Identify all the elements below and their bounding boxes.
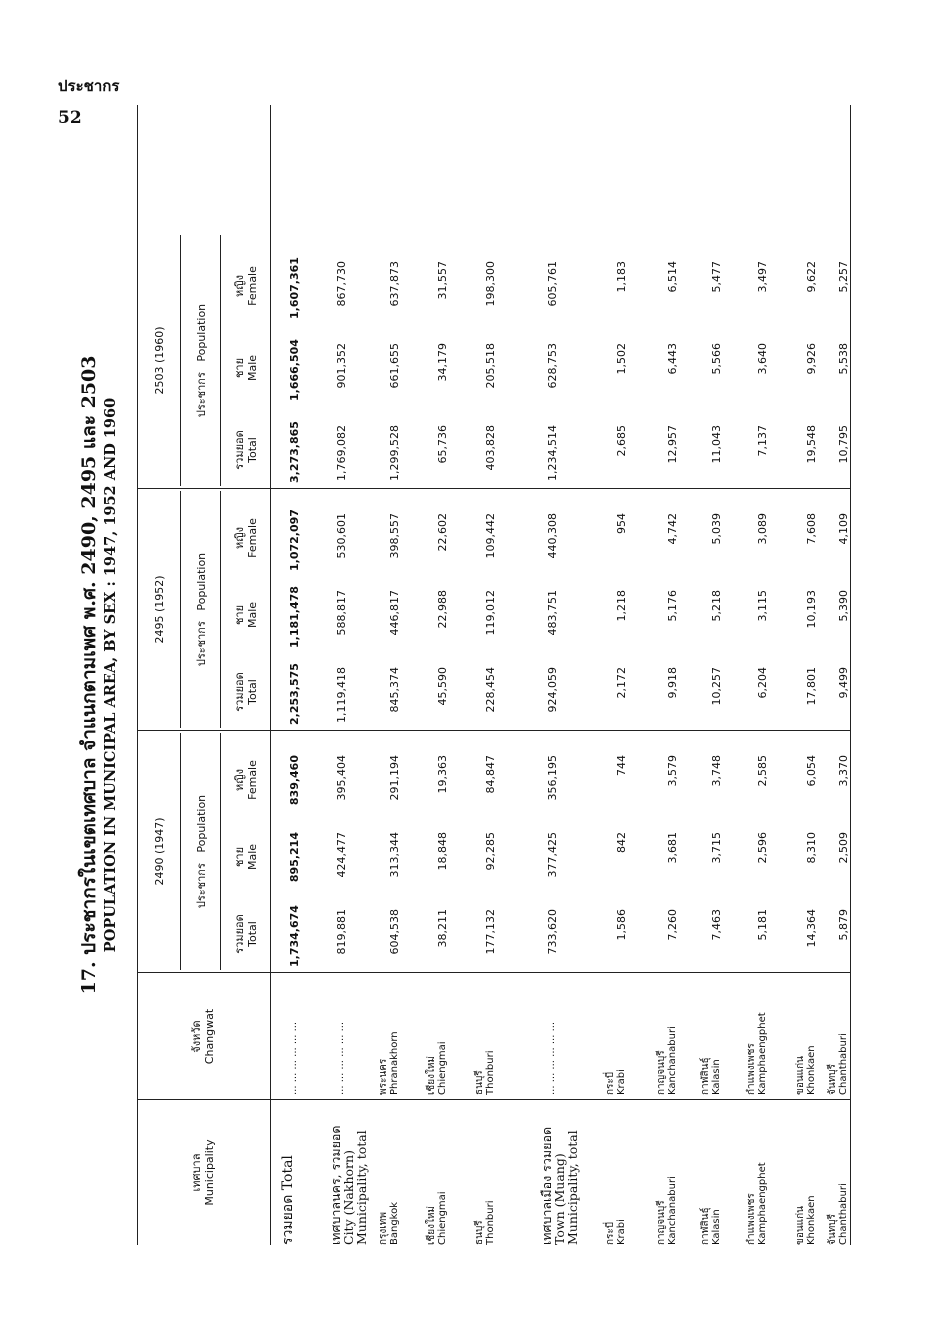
table-cell: 842 — [615, 832, 628, 853]
municipality-name — [426, 1100, 448, 1245]
table-cell: 744 — [615, 755, 628, 776]
population-english: Population — [195, 303, 208, 362]
table-cell: 7,463 — [710, 909, 723, 941]
municipality-name — [827, 1100, 849, 1245]
table-cell: 8,310 — [805, 832, 818, 864]
changwat-english: Chanthaburi — [838, 1033, 849, 1095]
table-cell: 5,390 — [837, 590, 850, 622]
table-cell: 2,253,575 — [288, 663, 301, 725]
table-cell: 22,602 — [436, 513, 449, 552]
municipality-english: City (Nakhorn) Municipality, total — [341, 1130, 369, 1245]
sub-header-total — [233, 413, 259, 487]
table-cell: 2,685 — [615, 425, 628, 457]
sub-header-male — [233, 578, 259, 652]
table-cell: 3,115 — [756, 590, 769, 622]
municipality-name — [329, 1100, 368, 1245]
sub-header-thai: หญิง — [233, 275, 246, 297]
pop-rule-1947 — [220, 733, 221, 970]
municipality-name — [700, 1100, 722, 1245]
table-cell: 3,748 — [710, 755, 723, 787]
changwat-english: Krabi — [616, 1069, 627, 1095]
table-cell: 65,736 — [436, 425, 449, 464]
municipality-thai: รวมยอด Total — [280, 1155, 296, 1245]
table-cell: 109,442 — [484, 513, 497, 559]
municipality-name — [605, 1100, 627, 1245]
table-cell: 6,514 — [666, 261, 679, 293]
table-cell: 9,622 — [805, 261, 818, 293]
table-cell: 5,218 — [710, 590, 723, 622]
table-cell: 7,260 — [666, 909, 679, 941]
table-cell: 5,039 — [710, 513, 723, 545]
table-cell: 119,012 — [484, 590, 497, 636]
changwat-name — [700, 973, 722, 1095]
sub-header-english: Female — [246, 266, 259, 306]
population-header — [195, 733, 208, 970]
table-cell: 31,557 — [436, 261, 449, 300]
changwat-thai: จันทบุรี — [827, 1063, 838, 1095]
changwat-name — [474, 973, 496, 1095]
table-cell: 901,352 — [335, 343, 348, 389]
table-cell: 177,132 — [484, 909, 497, 955]
sub-header-english: Male — [246, 601, 259, 629]
table-cell: 5,477 — [710, 261, 723, 293]
table-cell: 228,454 — [484, 667, 497, 713]
table-cell: 38,211 — [436, 909, 449, 948]
table-cell: 661,655 — [388, 343, 401, 389]
header-thai: จังหวัด — [190, 1020, 203, 1053]
table-cell: 2,585 — [756, 755, 769, 787]
table-cell: 19,363 — [436, 755, 449, 794]
table-cell: 1,502 — [615, 343, 628, 375]
table-cell: 18,848 — [436, 832, 449, 871]
table-cell: 9,918 — [666, 667, 679, 699]
municipality-english: Kalasin — [711, 1209, 722, 1245]
municipality-english: Bangkok — [389, 1201, 400, 1245]
changwat-name — [656, 973, 678, 1095]
table-cell: 3,273,865 — [288, 421, 301, 483]
municipality-thai: กาฬสินธุ์ — [700, 1207, 711, 1245]
table-cell: 588,817 — [335, 590, 348, 636]
municipality-english: Chiengmai — [437, 1191, 448, 1245]
sub-header-male — [233, 820, 259, 894]
municipality-thai: จันทบุรี — [827, 1213, 838, 1245]
changwat-thai: กาฬสินธุ์ — [700, 1057, 711, 1095]
header-top-rule — [137, 105, 138, 1245]
table-cell: 483,751 — [546, 590, 559, 636]
sub-header-thai: รวมยอด — [233, 672, 246, 712]
municipality-name — [795, 1100, 817, 1245]
changwat-name — [746, 973, 768, 1095]
table-cell: 3,497 — [756, 261, 769, 293]
table-cell: 446,817 — [388, 590, 401, 636]
table-bottom-rule — [850, 105, 851, 1245]
table-cell: 3,681 — [666, 832, 679, 864]
table-cell: 398,557 — [388, 513, 401, 559]
municipality-english: Thonburi — [485, 1200, 496, 1245]
table-cell: 1,666,504 — [288, 339, 301, 401]
table-cell: 19,548 — [805, 425, 818, 464]
table-cell: 440,308 — [546, 513, 559, 559]
sub-header-thai: ชาย — [233, 357, 246, 379]
table-cell: 22,988 — [436, 590, 449, 629]
sub-header-english: Total — [246, 679, 259, 705]
table-cell: 6,054 — [805, 755, 818, 787]
municipality-english: Town (Muang) Municipality, total — [552, 1130, 580, 1245]
table-cell: 2,509 — [837, 832, 850, 864]
table-title-thai: 17. ประชากรในเขตเทศบาล จำแนกตามเพศ พ.ศ. 2490, 2495 และ 2503 — [78, 355, 100, 995]
table-cell: 604,538 — [388, 909, 401, 955]
leader-dots: ... ... ... ... ... ... — [546, 1021, 557, 1095]
running-header-title: ประชากร — [58, 77, 120, 95]
municipality-thai: กำแพงเพชร — [746, 1193, 757, 1245]
sub-header-thai: หญิง — [233, 769, 246, 791]
municipality-english: Chanthaburi — [838, 1183, 849, 1245]
sub-header-english: Total — [246, 437, 259, 463]
changwat-thai: เชียงใหม่ — [426, 1055, 437, 1095]
sub-header-english: Male — [246, 843, 259, 871]
year-header-1952: 2495 (1952) — [153, 575, 166, 644]
table-cell: 2,172 — [615, 667, 628, 699]
table-cell: 424,477 — [335, 832, 348, 878]
sub-header-thai: รวมยอด — [233, 430, 246, 470]
table-cell: 7,608 — [805, 513, 818, 545]
table-cell: 530,601 — [335, 513, 348, 559]
municipality-english: Kamphaengphet — [757, 1162, 768, 1245]
header-english: Changwat — [203, 1008, 216, 1065]
municipality-name — [474, 1100, 496, 1245]
sub-header-english: Total — [246, 921, 259, 947]
municipality-thai: กรุงเทพ — [378, 1212, 389, 1245]
col-divider — [137, 730, 850, 731]
table-cell: 845,374 — [388, 667, 401, 713]
table-cell: 2,596 — [756, 832, 769, 864]
changwat-name — [605, 973, 627, 1095]
municipality-thai: กระบี่ — [605, 1221, 616, 1245]
sub-header-female — [233, 501, 259, 575]
sub-header-female — [233, 743, 259, 817]
changwat-english: Kalasin — [711, 1059, 722, 1095]
changwat-english: Kamphaengphet — [757, 1012, 768, 1095]
header-english: Municipality — [203, 1139, 216, 1206]
sub-header-total — [233, 655, 259, 729]
changwat-thai: กาญจนบุรี — [656, 1050, 667, 1095]
changwat-english: Kanchanaburi — [667, 1026, 678, 1095]
year-rule-1947 — [180, 733, 181, 970]
table-cell: 637,873 — [388, 261, 401, 307]
changwat-english: Khonkaen — [806, 1045, 817, 1095]
table-cell: 1,072,097 — [288, 509, 301, 571]
table-cell: 1,183 — [615, 261, 628, 293]
table-cell: 895,214 — [288, 832, 301, 883]
municipality-thai: ขอนแก่น — [795, 1205, 806, 1245]
table-cell: 1,734,674 — [288, 905, 301, 967]
municipality-thai: เชียงใหม่ — [426, 1205, 437, 1245]
changwat-name — [426, 973, 448, 1095]
population-header — [195, 235, 208, 486]
year-header-1960: 2503 (1960) — [153, 326, 166, 395]
table-cell: 1,607,361 — [288, 257, 301, 319]
sub-header-thai: ชาย — [233, 604, 246, 626]
table-cell: 5,879 — [837, 909, 850, 941]
table-cell: 377,425 — [546, 832, 559, 878]
table-cell: 3,640 — [756, 343, 769, 375]
year-rule-1952 — [180, 491, 181, 728]
table-cell: 1,769,082 — [335, 425, 348, 481]
table-cell: 291,194 — [388, 755, 401, 801]
pop-rule-1952 — [220, 491, 221, 728]
table-cell: 395,404 — [335, 755, 348, 801]
sub-header-english: Male — [246, 354, 259, 382]
table-cell: 733,620 — [546, 909, 559, 955]
table-cell: 356,195 — [546, 755, 559, 801]
sub-header-thai: หญิง — [233, 527, 246, 549]
municipality-thai: ธนบุรี — [474, 1220, 485, 1245]
table-cell: 819,881 — [335, 909, 348, 955]
table-cell: 92,285 — [484, 832, 497, 871]
table-cell: 84,847 — [484, 755, 497, 794]
table-cell: 3,715 — [710, 832, 723, 864]
changwat-thai: ธนบุรี — [474, 1070, 485, 1095]
table-cell: 839,460 — [288, 755, 301, 806]
header-thai: เทศบาล — [190, 1153, 203, 1192]
table-title-english: POPULATION IN MUNICIPAL AREA, BY SEX : 1947, 1952 AND 1960 — [102, 397, 119, 953]
table-cell: 3,089 — [756, 513, 769, 545]
table-cell: 403,828 — [484, 425, 497, 471]
municipality-english: Kanchanaburi — [667, 1176, 678, 1245]
col-divider — [137, 488, 850, 489]
changwat-name — [827, 973, 849, 1095]
header-bottom-rule — [270, 105, 271, 1245]
changwat-thai: กระบี่ — [605, 1071, 616, 1095]
municipality-name — [378, 1100, 400, 1245]
rotated-table-page — [70, 105, 870, 1245]
population-english: Population — [195, 552, 208, 611]
municipality-thai: กาญจนบุรี — [656, 1200, 667, 1245]
table-cell: 313,344 — [388, 832, 401, 878]
pop-rule-1960 — [220, 235, 221, 486]
table-cell: 6,443 — [666, 343, 679, 375]
table-cell: 5,538 — [837, 343, 850, 375]
sub-header-english: Female — [246, 760, 259, 800]
table-cell: 6,204 — [756, 667, 769, 699]
table-cell: 3,579 — [666, 755, 679, 787]
col-header-changwat — [190, 973, 216, 1100]
municipality-english: Khonkaen — [806, 1195, 817, 1245]
population-thai: ประชากร — [195, 621, 208, 667]
municipality-english: Krabi — [616, 1219, 627, 1245]
sub-header-total — [233, 897, 259, 971]
table-cell: 9,499 — [837, 667, 850, 699]
table-cell: 5,181 — [756, 909, 769, 941]
table-cell: 4,742 — [666, 513, 679, 545]
table-cell: 205,518 — [484, 343, 497, 389]
sub-header-thai: รวมยอด — [233, 914, 246, 954]
table-cell: 34,179 — [436, 343, 449, 382]
sub-header-female — [233, 249, 259, 323]
table-cell: 1,218 — [615, 590, 628, 622]
table-cell: 14,364 — [805, 909, 818, 948]
table-cell: 10,193 — [805, 590, 818, 629]
sub-header-english: Female — [246, 518, 259, 558]
municipality-name — [540, 1100, 579, 1245]
table-cell: 1,119,418 — [335, 667, 348, 723]
municipality-name — [282, 1100, 295, 1245]
table-cell: 628,753 — [546, 343, 559, 389]
population-header — [195, 491, 208, 728]
changwat-english: Phranakhorn — [389, 1031, 400, 1095]
year-rule-1960 — [180, 235, 181, 486]
table-cell: 5,566 — [710, 343, 723, 375]
table-cell: 12,957 — [666, 425, 679, 464]
municipality-name — [746, 1100, 768, 1245]
changwat-name — [795, 973, 817, 1095]
table-cell: 7,137 — [756, 425, 769, 457]
table-cell: 9,926 — [805, 343, 818, 375]
changwat-thai: ขอนแก่น — [795, 1055, 806, 1095]
table-cell: 954 — [615, 513, 628, 534]
table-cell: 198,300 — [484, 261, 497, 307]
table-cell: 1,299,528 — [388, 425, 401, 481]
year-header-1947: 2490 (1947) — [153, 817, 166, 886]
col-header-municipality — [190, 1100, 216, 1245]
sub-header-thai: ชาย — [233, 846, 246, 868]
table-cell: 3,370 — [837, 755, 850, 787]
table-cell: 867,730 — [335, 261, 348, 307]
sub-header-male — [233, 331, 259, 405]
changwat-english: Chiengmai — [437, 1041, 448, 1095]
municipality-thai: เทศบาลนคร, รวมยอด — [328, 1125, 343, 1245]
table-cell: 17,801 — [805, 667, 818, 706]
leader-dots: ... ... ... ... ... ... — [288, 1021, 299, 1095]
population-thai: ประชากร — [195, 863, 208, 909]
table-cell: 11,043 — [710, 425, 723, 464]
table-cell: 1,586 — [615, 909, 628, 941]
population-english: Population — [195, 794, 208, 853]
table-cell: 5,176 — [666, 590, 679, 622]
leader-dots: ... ... ... ... ... ... — [335, 1021, 346, 1095]
table-cell: 10,257 — [710, 667, 723, 706]
table-cell: 1,181,478 — [288, 586, 301, 648]
changwat-english: Thonburi — [485, 1050, 496, 1095]
table-cell: 924,059 — [546, 667, 559, 713]
page-number: 52 — [58, 108, 82, 128]
municipality-thai: เทศบาลเมือง รวมยอด — [539, 1126, 554, 1245]
changwat-thai: กำแพงเพชร — [746, 1043, 757, 1095]
changwat-name — [378, 973, 400, 1095]
table-cell: 45,590 — [436, 667, 449, 706]
table-cell: 5,257 — [837, 261, 850, 293]
table-cell: 10,795 — [837, 425, 850, 464]
table-cell: 1,234,514 — [546, 425, 559, 481]
population-thai: ประชากร — [195, 372, 208, 418]
table-cell: 605,761 — [546, 261, 559, 307]
table-cell: 4,109 — [837, 513, 850, 545]
changwat-thai: พระนคร — [378, 1058, 389, 1095]
municipality-name — [656, 1100, 678, 1245]
